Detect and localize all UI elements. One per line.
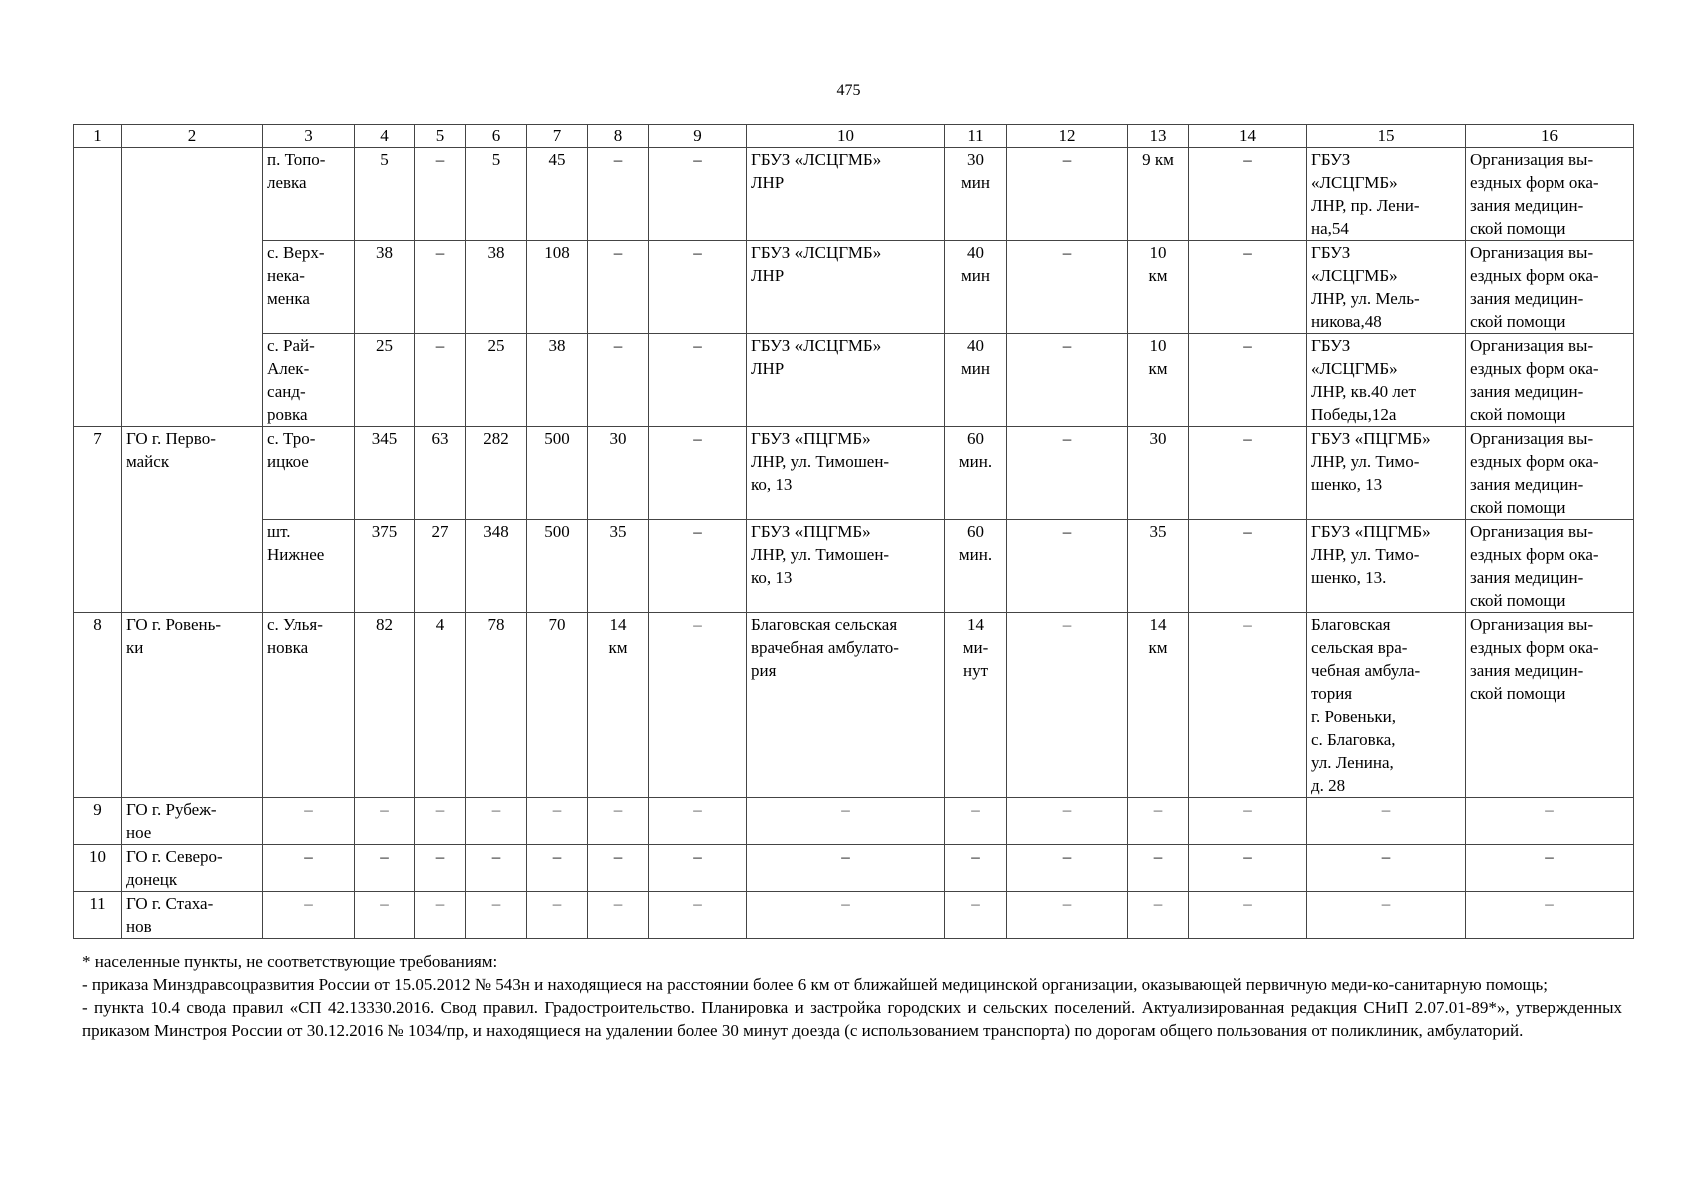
address-cell: ГБУЗ «ПЦГМБ» ЛНР, ул. Тимо- шенко, 13	[1307, 427, 1466, 520]
footnote-item: - приказа Минздравсоцразвития России от 15.05.2012 № 543н и находящиеся на расстоянии более 6 км от ближайшей медицинской организации, оказывающей первичную меди-ко-санитарную помощь;	[82, 975, 1549, 994]
value-cell: 35	[588, 520, 649, 613]
value-cell: 25	[466, 334, 527, 427]
dash-cell: –	[945, 845, 1007, 892]
table-row	[74, 334, 1634, 427]
distance-cell: 14 км	[588, 613, 649, 798]
address-cell: ГБУЗ «ЛСЦГМБ» ЛНР, ул. Мель- никова,48	[1307, 241, 1466, 334]
dash-cell: –	[466, 798, 527, 845]
value-cell: 82	[355, 613, 415, 798]
distance-cell: 10 км	[1128, 241, 1189, 334]
value-cell: 63	[415, 427, 466, 520]
row-number-cell: 10	[74, 845, 122, 892]
dash-cell: –	[415, 798, 466, 845]
value-cell: –	[1189, 241, 1307, 334]
row-number-cell: 11	[74, 892, 122, 939]
value-cell: –	[649, 520, 747, 613]
municipality-cell: ГО г. Перво- майск	[122, 427, 263, 613]
municipality-cell: ГО г. Рубеж- ное	[122, 798, 263, 845]
table-row	[74, 845, 1634, 892]
column-header: 11	[945, 125, 1007, 148]
value-cell: 5	[466, 148, 527, 241]
value-cell: 78	[466, 613, 527, 798]
time-cell: 40 мин	[945, 334, 1007, 427]
value-cell: 45	[527, 148, 588, 241]
dash-cell: –	[1007, 892, 1128, 939]
column-header: 8	[588, 125, 649, 148]
dash-cell: –	[1128, 845, 1189, 892]
value-cell: 38	[355, 241, 415, 334]
settlement-cell: шт. Нижнее	[263, 520, 355, 613]
value-cell: –	[588, 334, 649, 427]
dash-cell: –	[1307, 845, 1466, 892]
value-cell: –	[1189, 613, 1307, 798]
organization-cell: ГБУЗ «ПЦГМБ» ЛНР, ул. Тимошен- ко, 13	[747, 427, 945, 520]
value-cell: –	[1007, 427, 1128, 520]
settlement-cell: с. Рай- Алек- санд- ровка	[263, 334, 355, 427]
value-cell: –	[415, 148, 466, 241]
column-header: 5	[415, 125, 466, 148]
value-cell: 5	[355, 148, 415, 241]
column-header: 2	[122, 125, 263, 148]
dash-cell: –	[747, 892, 945, 939]
table-row	[74, 520, 1634, 613]
value-cell: 375	[355, 520, 415, 613]
column-header: 13	[1128, 125, 1189, 148]
table-row	[74, 241, 1634, 334]
dash-cell: –	[355, 892, 415, 939]
column-header: 12	[1007, 125, 1128, 148]
value-cell: 25	[355, 334, 415, 427]
column-header: 15	[1307, 125, 1466, 148]
dash-cell: –	[355, 845, 415, 892]
settlement-cell: п. Топо- левка	[263, 148, 355, 241]
row-number-cell: 7	[74, 427, 122, 613]
value-cell: –	[1189, 148, 1307, 241]
table-row	[74, 427, 1634, 520]
value-cell: –	[1007, 613, 1128, 798]
distance-cell: 9 км	[1128, 148, 1189, 241]
value-cell: –	[1007, 520, 1128, 613]
dash-cell: –	[1189, 892, 1307, 939]
dash-cell: –	[1007, 798, 1128, 845]
dash-cell: –	[588, 845, 649, 892]
value-cell: 70	[527, 613, 588, 798]
organization-cell: ГБУЗ «ЛСЦГМБ» ЛНР	[747, 148, 945, 241]
value-cell: 345	[355, 427, 415, 520]
municipality-cell: ГО г. Северо- донецк	[122, 845, 263, 892]
dash-cell: –	[1128, 798, 1189, 845]
column-header: 1	[74, 125, 122, 148]
settlement-cell: с. Тро- ицкое	[263, 427, 355, 520]
column-header: 14	[1189, 125, 1307, 148]
address-cell: ГБУЗ «ПЦГМБ» ЛНР, ул. Тимо- шенко, 13.	[1307, 520, 1466, 613]
value-cell: 38	[527, 334, 588, 427]
dash-cell: –	[466, 892, 527, 939]
municipality-cell: ГО г. Ровень- ки	[122, 613, 263, 798]
value-cell: –	[1189, 427, 1307, 520]
dash-cell: –	[649, 798, 747, 845]
dash-cell: –	[747, 845, 945, 892]
organization-cell: Благовская сельская врачебная амбулато- рия	[747, 613, 945, 798]
value-cell: –	[588, 148, 649, 241]
dash-cell: –	[355, 798, 415, 845]
value-cell: 282	[466, 427, 527, 520]
dash-cell: –	[415, 892, 466, 939]
dash-cell: –	[588, 892, 649, 939]
dash-cell: –	[527, 845, 588, 892]
row-number-cell: 9	[74, 798, 122, 845]
distance-cell: 30	[1128, 427, 1189, 520]
value-cell: 38	[466, 241, 527, 334]
dash-cell: –	[527, 892, 588, 939]
dash-cell: –	[1307, 892, 1466, 939]
measures-cell: Организация вы- ездных форм ока- зания медицин- ской помощи	[1466, 334, 1634, 427]
value-cell: –	[649, 613, 747, 798]
value-cell: 30	[588, 427, 649, 520]
dash-cell: –	[466, 845, 527, 892]
value-cell: 108	[527, 241, 588, 334]
column-header: 6	[466, 125, 527, 148]
dash-cell: –	[1007, 845, 1128, 892]
organization-cell: ГБУЗ «ЛСЦГМБ» ЛНР	[747, 334, 945, 427]
column-header: 16	[1466, 125, 1634, 148]
value-cell: –	[649, 334, 747, 427]
value-cell: 500	[527, 427, 588, 520]
table-row	[74, 148, 1634, 241]
value-cell: –	[649, 241, 747, 334]
row-number-cell	[74, 148, 122, 427]
dash-cell: –	[263, 798, 355, 845]
distance-cell: 10 км	[1128, 334, 1189, 427]
dash-cell: –	[945, 798, 1007, 845]
column-header: 10	[747, 125, 945, 148]
dash-cell: –	[1466, 845, 1634, 892]
footnote-heading: * населенные пункты, не соответствующие требованиям:	[82, 952, 498, 971]
organization-cell: ГБУЗ «ЛСЦГМБ» ЛНР	[747, 241, 945, 334]
address-cell: ГБУЗ «ЛСЦГМБ» ЛНР, кв.40 лет Победы,12а	[1307, 334, 1466, 427]
table-row	[74, 613, 1634, 798]
column-header: 9	[649, 125, 747, 148]
dash-cell: –	[1307, 798, 1466, 845]
row-number-cell: 8	[74, 613, 122, 798]
column-header: 7	[527, 125, 588, 148]
address-cell: ГБУЗ «ЛСЦГМБ» ЛНР, пр. Лени- на,54	[1307, 148, 1466, 241]
time-cell: 14 ми- нут	[945, 613, 1007, 798]
settlement-cell: с. Верх- нека- менка	[263, 241, 355, 334]
value-cell: –	[415, 334, 466, 427]
time-cell: 30 мин	[945, 148, 1007, 241]
page-number: 475	[836, 82, 861, 99]
value-cell: 348	[466, 520, 527, 613]
value-cell: –	[1007, 334, 1128, 427]
time-cell: 60 мин.	[945, 520, 1007, 613]
settlement-cell: с. Улья- новка	[263, 613, 355, 798]
table-row	[74, 798, 1634, 845]
footnote-item: - пункта 10.4 свода правил «СП 42.13330.2016. Свод правил. Градостроительство. Планировка и застройка городских и сельских поселений. Актуализированная редакция СНиП 2.07.01-89*», утвержденных приказом Минстроя России от 30.12.2016 № 1034/пр, и находящиеся на удалении более 30 минут доезда (с использованием транспорта) по дорогам общего пользования от поликлиник, амбулаторий.	[82, 998, 1622, 1040]
value-cell: –	[649, 148, 747, 241]
distance-cell: 35	[1128, 520, 1189, 613]
dash-cell: –	[588, 798, 649, 845]
table-row	[74, 892, 1634, 939]
value-cell: 500	[527, 520, 588, 613]
value-cell: 4	[415, 613, 466, 798]
measures-cell: Организация вы- ездных форм ока- зания медицин- ской помощи	[1466, 241, 1634, 334]
measures-cell: Организация вы- ездных форм ока- зания медицин- ской помощи	[1466, 427, 1634, 520]
dash-cell: –	[527, 798, 588, 845]
distance-cell: 14 км	[1128, 613, 1189, 798]
time-cell: 60 мин.	[945, 427, 1007, 520]
measures-cell: Организация вы- ездных форм ока- зания медицин- ской помощи	[1466, 520, 1634, 613]
value-cell: –	[649, 427, 747, 520]
value-cell: –	[1189, 334, 1307, 427]
column-header: 3	[263, 125, 355, 148]
value-cell: –	[588, 241, 649, 334]
dash-cell: –	[1466, 892, 1634, 939]
dash-cell: –	[649, 892, 747, 939]
value-cell: –	[1007, 241, 1128, 334]
address-cell: Благовская сельская вра- чебная амбула- тория г. Ровеньки, с. Благовка, ул. Ленина, д. 28	[1307, 613, 1466, 798]
municipality-cell: ГО г. Стаха- нов	[122, 892, 263, 939]
time-cell: 40 мин	[945, 241, 1007, 334]
organization-cell: ГБУЗ «ПЦГМБ» ЛНР, ул. Тимошен- ко, 13	[747, 520, 945, 613]
dash-cell: –	[1189, 845, 1307, 892]
dash-cell: –	[747, 798, 945, 845]
settlements-table	[73, 124, 1634, 939]
dash-cell: –	[415, 845, 466, 892]
dash-cell: –	[649, 845, 747, 892]
dash-cell: –	[263, 892, 355, 939]
municipality-cell	[122, 148, 263, 427]
measures-cell: Организация вы- ездных форм ока- зания медицин- ской помощи	[1466, 148, 1634, 241]
value-cell: –	[1189, 520, 1307, 613]
column-header: 4	[355, 125, 415, 148]
column-number-row	[74, 125, 1634, 148]
dash-cell: –	[1189, 798, 1307, 845]
value-cell: 27	[415, 520, 466, 613]
value-cell: –	[1007, 148, 1128, 241]
value-cell: –	[415, 241, 466, 334]
dash-cell: –	[263, 845, 355, 892]
dash-cell: –	[1128, 892, 1189, 939]
dash-cell: –	[945, 892, 1007, 939]
footnote	[82, 950, 1622, 1042]
measures-cell: Организация вы- ездных форм ока- зания медицин- ской помощи	[1466, 613, 1634, 798]
dash-cell: –	[1466, 798, 1634, 845]
